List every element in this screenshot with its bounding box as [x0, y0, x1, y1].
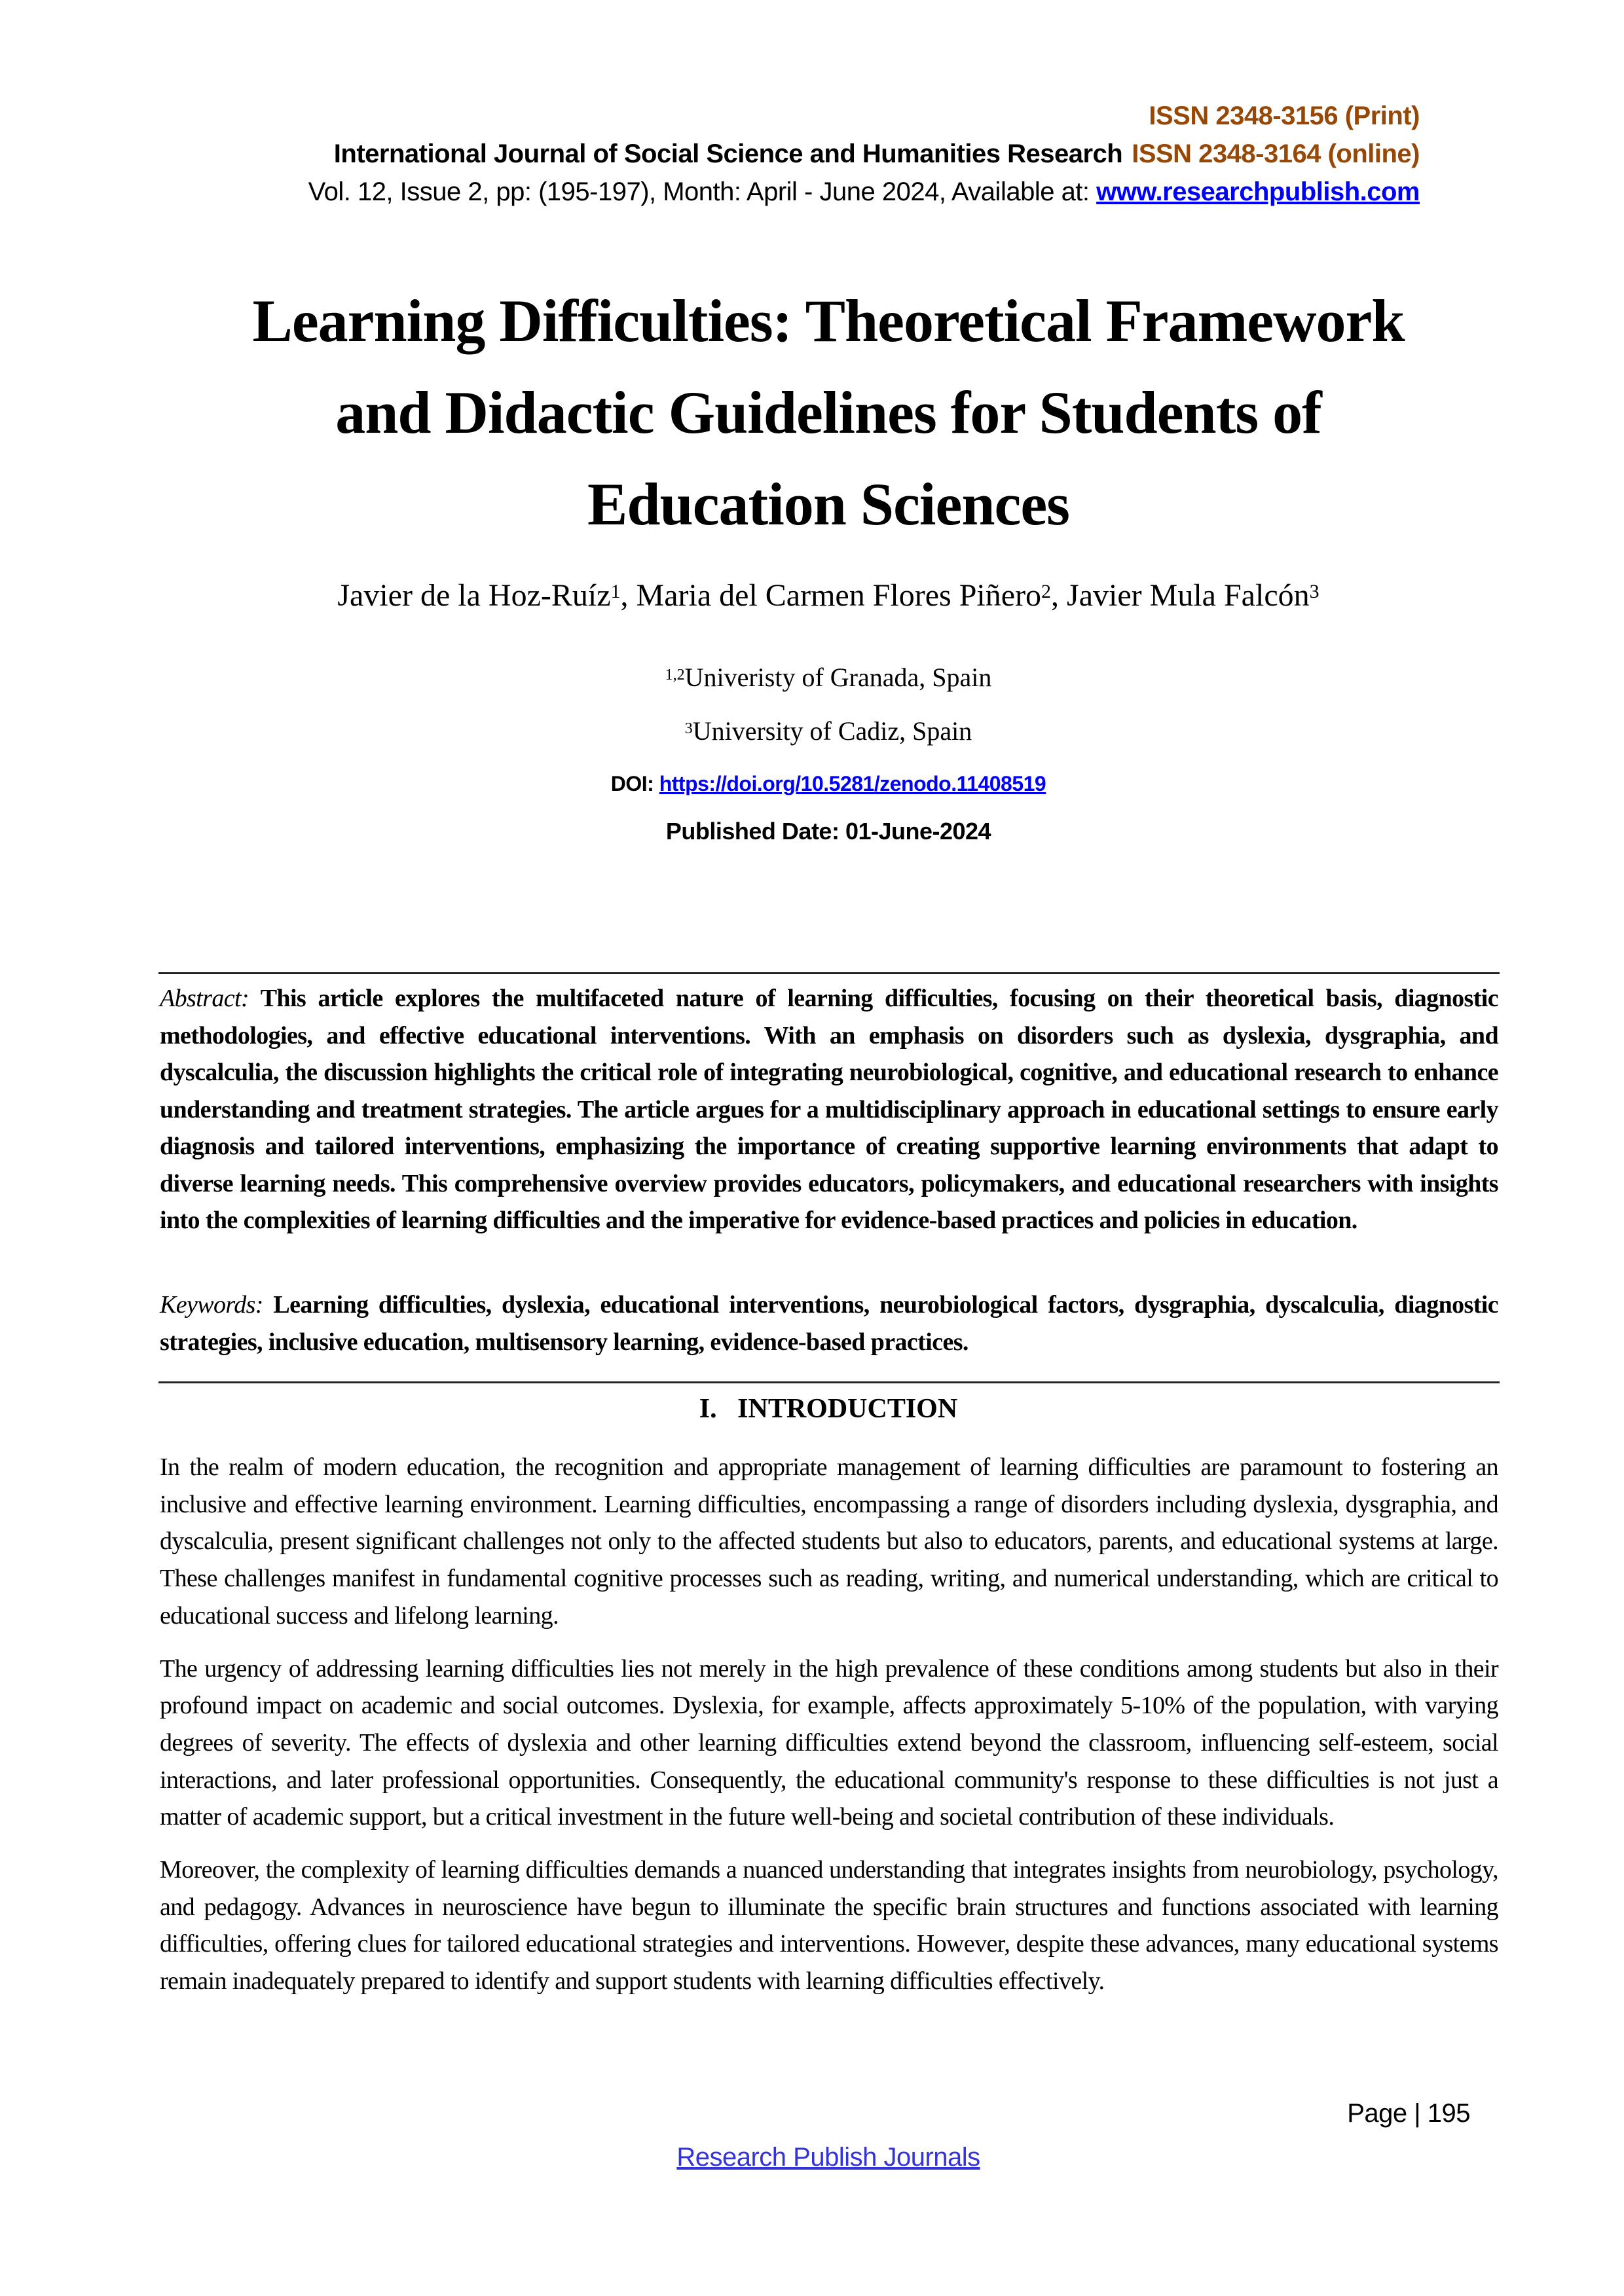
- title-line-2: and Didactic Guidelines for Students of: [335, 379, 1321, 446]
- affiliation-sup: 1,2: [665, 666, 685, 683]
- affiliation-1: [157, 661, 1500, 694]
- affiliation-sup: 3: [684, 720, 693, 737]
- affiliation-text: Univeristy of Granada, Spain: [684, 663, 992, 692]
- affiliation-2: [157, 715, 1500, 748]
- author-sup: 3: [1309, 581, 1320, 602]
- keywords-label: Keywords:: [160, 1291, 263, 1319]
- published-date: Published Date: 01-June-2024: [665, 818, 991, 845]
- author-sup: 2: [1041, 581, 1052, 602]
- abstract: [160, 980, 1498, 1239]
- title-line-1: Learning Difficulties: Theoretical Framework: [252, 287, 1405, 354]
- doi-line: [157, 769, 1500, 798]
- article-title: [157, 275, 1500, 550]
- introduction-body: [160, 1449, 1498, 2016]
- journal-header: [0, 97, 1420, 211]
- author-name: Maria del Carmen Flores Piñero: [636, 578, 1042, 613]
- abstract-text: This article explores the multifaceted nature of learning difficulties, focusing on their theoretical basis, diagnostic methodologies, and effective educational interventions. With an emphasis on disorders such as dyslexia, dysgraphia, and dyscalculia, the discussion highlights the critical role of integrating neurobiological, cognitive, and educational research to enhance understanding and treatment strategies. The article argues for a multidisciplinary approach in educational settings to ensure early diagnosis and tailored interventions, emphasizing the importance of creating supportive learning environments that adapt to diverse learning needs. This comprehensive overview provides educators, policymakers, and educational researchers with insights into the complexities of learning difficulties and the imperative for evidence-based practices and policies in education.: [160, 985, 1498, 1234]
- author-separator: ,: [620, 578, 637, 613]
- affiliation-text: University of Cadiz, Spain: [692, 716, 972, 746]
- section-heading-introduction: I. INTRODUCTION: [699, 1394, 958, 1424]
- journal-line: [0, 135, 1420, 173]
- footer: [157, 2139, 1500, 2176]
- issn-online: ISSN 2348-3164 (online): [1132, 139, 1420, 168]
- volume-info-line: [0, 173, 1420, 211]
- body-paragraph: In the realm of modern education, the recognition and appropriate management of learning difficulties are paramount to fostering an inclusive and effective learning environment. Learning difficulties, encompassing a range of disorders including dyslexia, dysgraphia, and dyscalculia, present significant challenges not only to the affected students but also to educators, parents, and educational systems at large. These challenges manifest in fundamental cognitive processes such as reading, writing, and numerical understanding, which are critical to educational success and lifelong learning.: [160, 1453, 1498, 1630]
- author-name: Javier Mula Falcón: [1067, 578, 1310, 613]
- page-number: Page | 195: [1347, 2099, 1470, 2128]
- author-separator: ,: [1051, 578, 1067, 613]
- author-sup: 1: [610, 581, 621, 602]
- body-paragraph: The urgency of addressing learning difficulties lies not merely in the high prevalence of these conditions among students but also in their profound impact on academic and social outcomes. Dyslexia, for example, affects approximately 5-10% of the population, with varying degrees of severity. The effects of dyslexia and other learning difficulties extend beyond the classroom, influencing self-esteem, social interactions, and later professional opportunities. Consequently, the educational community's response to these difficulties is not just a matter of academic support, but a critical investment in the future well-being and societal contribution of these individuals.: [160, 1654, 1498, 1831]
- journal-name: International Journal of Social Science and Humanities Research: [333, 139, 1123, 168]
- author-name: Javier de la Hoz-Ruíz: [337, 578, 611, 613]
- divider-bottom: [158, 1381, 1500, 1383]
- volume-info: Vol. 12, Issue 2, pp: (195-197), Month: April - June 2024, Available at:: [308, 177, 1097, 206]
- issn-print: ISSN 2348-3156 (Print): [1149, 101, 1420, 130]
- doi-link[interactable]: https://doi.org/10.5281/zenodo.11408519: [659, 772, 1046, 795]
- doi-label: DOI:: [610, 772, 659, 795]
- keywords: [160, 1286, 1498, 1360]
- author-list: [157, 576, 1500, 615]
- divider-top: [158, 972, 1500, 974]
- title-line-3: Education Sciences: [587, 471, 1069, 538]
- body-paragraph: Moreover, the complexity of learning difficulties demands a nuanced understanding that integrates insights from neurobiology, psychology, and pedagogy. Advances in neuroscience have begun to illuminate the specific brain structures and functions associated with learning difficulties, offering clues for tailored educational strategies and interventions. However, despite these advances, many educational systems remain inadequately prepared to identify and support students with learning difficulties effectively.: [160, 1856, 1498, 1995]
- publisher-link[interactable]: Research Publish Journals: [676, 2143, 980, 2172]
- website-link[interactable]: www.researchpublish.com: [1096, 177, 1420, 206]
- abstract-label: Abstract:: [160, 985, 249, 1012]
- keywords-text: Learning difficulties, dyslexia, educational interventions, neurobiological factors, dysgraphia, dyscalculia, diagnostic strategies, inclusive education, multisensory learning, evidence-based practices.: [160, 1291, 1498, 1356]
